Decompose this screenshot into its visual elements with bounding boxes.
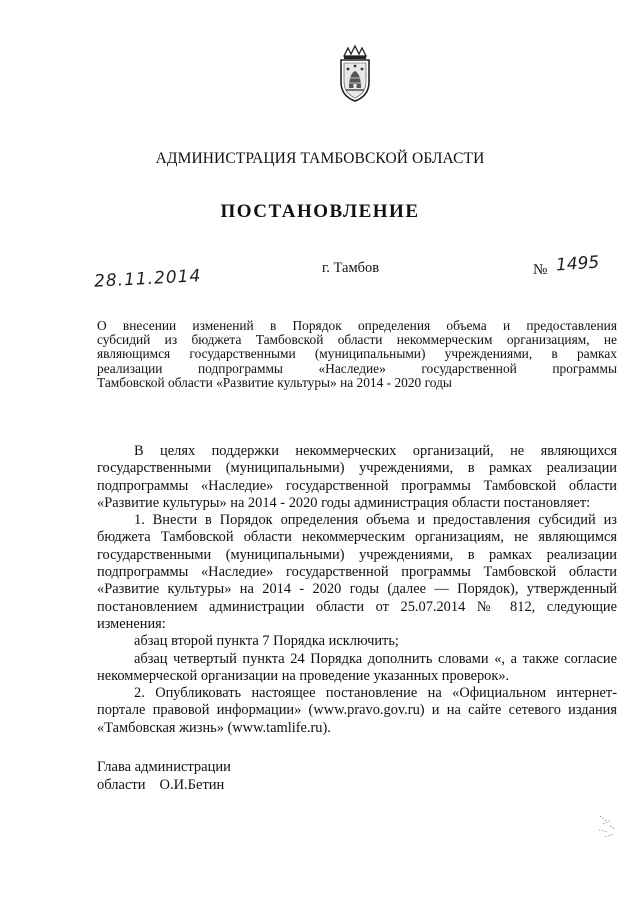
- document-subject: [97, 319, 617, 390]
- subject-line: являющимся государственными (муниципальными) учреждениями, в рамках: [97, 346, 617, 362]
- subject-line: О внесении изменений в Порядок определения объема и предоставления: [97, 318, 617, 333]
- subject-line: субсидий из бюджета Тамбовской области некоммерческим организациям, не: [97, 332, 617, 348]
- ink-stamp-icon: [596, 812, 618, 842]
- document-type-title: ПОСТАНОВЛЕНИЕ: [220, 201, 420, 222]
- body-paragraph-change-1: абзац второй пункта 7 Порядка исключить;: [134, 633, 399, 650]
- signature-block: [97, 758, 231, 794]
- coat-of-arms-icon: [332, 44, 378, 104]
- signatory-title-line2: [97, 776, 231, 794]
- subject-line: Тамбовской области «Развитие культуры» на 2014 - 2020 годы: [97, 374, 452, 390]
- document-city: г. Тамбов: [322, 260, 380, 276]
- document-number-label: №: [533, 262, 548, 278]
- signatory-name: О.И.Бетин: [159, 777, 225, 793]
- body-paragraph-item-1: 1. Внести в Порядок определения объема и предоставления субсидий из бюджета Тамбовской области некоммерческим организациям, не являющимся государственными (муниципальными) учреждениями, в рамках реализации подпрограммы «Наследие» государственной программы Тамбовской области «Развитие культуры» на 2014 - 2020 годы (далее — Порядок), утвержденный постановлением администрации области от 25.07.2014 № 812, следующие изменения:: [97, 512, 617, 632]
- signatory-title: Глава администрации: [97, 759, 231, 775]
- signatory-region: области: [97, 777, 146, 793]
- body-paragraph-item-2: 2. Опубликовать настоящее постановление на «Официальном интернет-портале правовой информации» (www.pravo.gov.ru) и на сайте сетевого издания «Тамбовская жизнь» (www.tamlife.ru).: [97, 685, 617, 736]
- body-paragraph-preamble: В целях поддержки некоммерческих организаций, не являющихся государственными (муниципальными) учреждениями, в рамках реализации подпрограммы «Наследие» государственной программы Тамбовской области «Развитие культуры» на 2014 - 2020 годы администрация области постановляет:: [97, 443, 617, 511]
- document-body: [97, 443, 617, 737]
- subject-line: реализации подпрограммы «Наследие» государственной программы: [97, 360, 617, 376]
- organization-name: АДМИНИСТРАЦИЯ ТАМБОВСКОЙ ОБЛАСТИ: [155, 150, 485, 167]
- document-number-handwritten: 1495: [555, 252, 600, 276]
- document-date-handwritten: 28.11.2014: [93, 266, 202, 292]
- body-paragraph-change-2: абзац четвертый пункта 24 Порядка дополнить словами «, а также согласие некоммерческой организации на проведение указанных проверок».: [97, 650, 617, 684]
